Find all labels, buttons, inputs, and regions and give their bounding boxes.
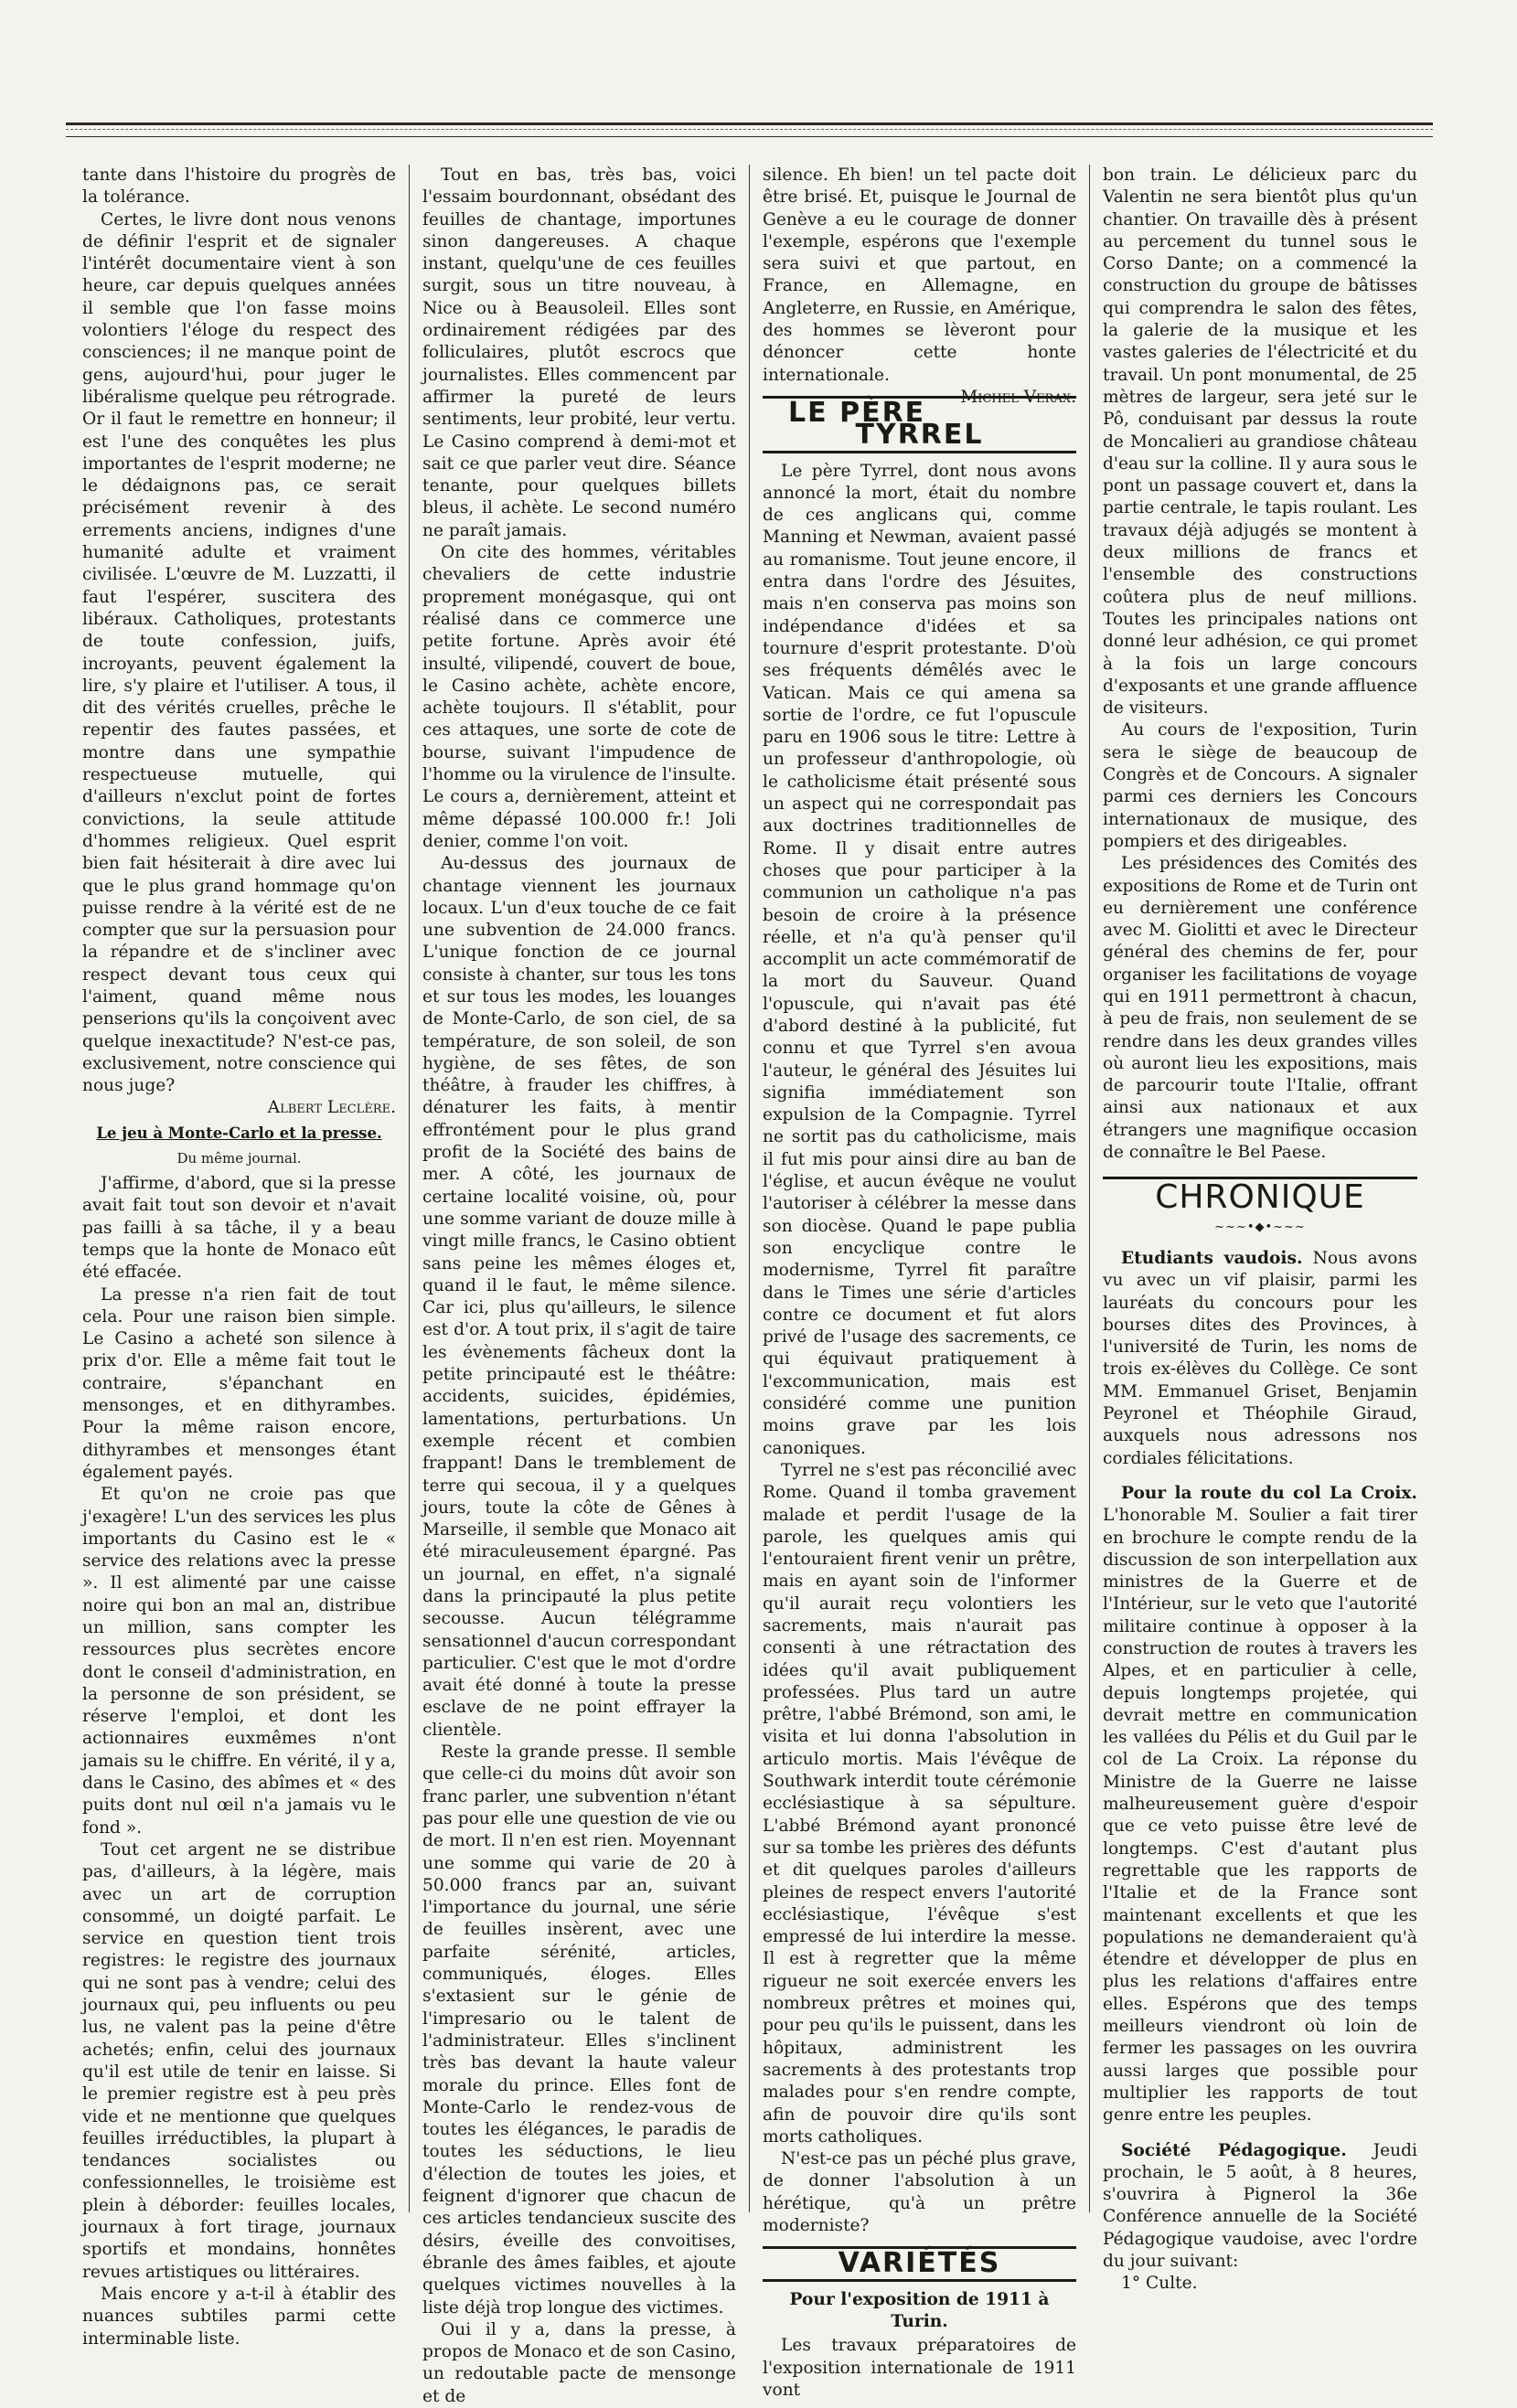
- paragraph: silence. Eh bien! un tel pacte doit être brisé. Et, puisque le Journal de Genève a eu le courage de donner l'exemple, espérons que l'exemple sera suivi et que partout, en France, en Allemagne, en Angleterre, en Russie, en Amérique, des hommes se lèveront pour dénoncer cette honte internationale.: [763, 165, 1076, 385]
- paragraph: On cite des hommes, véritables chevaliers de cette industrie proprement monégasque, qui ont réalisé dans ce commerce une petite fortune. Après avoir été insulté, vilipendé, couvert de boue, le Casino achète, achète encore, achète toujours. Il s'établit, pour ces attaques, une sorte de cote de bourse, suivant l'impudence de l'homme ou la virulence de l'insulte. Le cours a, dernièrement, atteint et même dépassé 100.000 fr.! Joli denier, comme l'on voit.: [422, 543, 736, 851]
- paragraph: Oui il y a, dans la presse, à propos de Monaco et de son Casino, un redoutable pacte de mensonge et de: [422, 2319, 736, 2406]
- paragraph: Les travaux préparatoires de l'exposition internationale de 1911 vont: [763, 2336, 1076, 2400]
- article-title: Pour l'exposition de 1911 à Turin.: [789, 2289, 1050, 2331]
- paragraph: Et qu'on ne croie pas que j'exagère! L'un des services les plus importants du Casino est le « service des relations avec la presse ». Il est alimenté par une caisse noire qui bon an mal an, distribue un million, sans compter les ressources plus secrètes encore dont le conseil d'administration, en la personne de son président, se réserve l'emploi, et dont les actionnaires euxmêmes n'ont jamais su le chiffre. En vérité, il y a, dans le Casino, des abîmes et « des puits dont nul œil n'a jamais vu le fond ».: [82, 1485, 396, 1838]
- section-heading-pere-tyrrel: LE PÈRE TYRREL: [763, 396, 1076, 453]
- column-1: [69, 165, 410, 2349]
- paragraph: bon train. Le délicieux parc du Valentin ne sera bientôt plus qu'un chantier. On travaille dès à présent au percement du tunnel sous le Corso Dante; on a commencé la construction du groupe de bâtisses qui comprendra le salon des fêtes, la galerie de la musique et les vastes galeries de l'électricité et du travail. Un pont monumental, de 25 mètres de largeur, sera jeté sur le Pô, conduisant par dessus la route de Moncalieri au grandiose château d'eau sur la colline. Il y aura sous le pont un passage couvert et, dans la partie centrale, le tapis roulant. Les travaux déjà adjugés se montent à deux millions de francs et l'ensemble des constructions coûtera plus de neuf millions. Toutes les principales nations ont donné leur adhésion, ce qui promet à la fois un large concours d'exposants et une grande affluence de visiteurs.: [1103, 165, 1417, 719]
- paragraph: Les présidences des Comités des expositions de Rome et de Turin ont eu dernièrement une conférence avec M. Giolitti et avec le Directeur général des chemins de fer, pour organiser les facilitations de voyage qui en 1911 permettront à chacun, à peu de frais, non seulement de se rendre dans les deux grandes villes où auront lieu les expositions, mais de parcourir toute l'Italie, offrant ainsi aux nationaux et aux étrangers une magnifique occasion de connaître le Bel Paese.: [1103, 854, 1417, 1163]
- paragraph: J'affirme, d'abord, que si la presse avait fait tout son devoir et n'avait pas failli à sa tâche, il y a beau temps que la honte de Monaco eût été effacée.: [82, 1174, 396, 1283]
- newspaper-columns: [69, 165, 1430, 2406]
- paragraph: Au-dessus des journaux de chantage viennent les journaux locaux. L'un d'eux touche de ce fait une subvention de 24.000 francs. L'unique fonction de ce journal consiste à chanter, sur tous les tons et sur tous les modes, les louanges de Monte-Carlo, de son ciel, de sa température, de son soleil, de son hygiène, de ses fêtes, de son théâtre, à frauder les chiffres, à dénaturer les faits, à mentir effrontément pour le plus grand profit de la Société des bains de mer. A côté, les journaux de certaine localité voisine, où, pour une somme variant de douze mille à vingt mille francs, le Casino obtient sans peine les mêmes éloges et, quand il le faut, le même silence. Car ici, plus qu'ailleurs, le silence est d'or. A tout prix, il s'agit de taire les évènements fâcheux dont la petite principauté est le théâtre: accidents, suicides, épidémies, lamentations, perturbations. Un exemple récent et combien frappant! Dans le tremblement de terre qui secoua, il y a quelques jours, toute la côte de Gênes à Marseille, il semble que Monaco ait été miraculeusement épargné. Pas un journal, en effet, n'a signalé dans la principauté la plus petite secousse. Aucun télégramme sensationnel d'aucun correspondant particulier. C'est que le mot d'ordre avait été donné à toute la presse esclave de ne point effrayer la clientèle.: [422, 854, 736, 1740]
- signature: Michel Verax.: [960, 387, 1076, 407]
- paragraph: [1103, 2140, 1417, 2274]
- item-lead: Pour la route du col La Croix.: [1121, 1483, 1417, 1503]
- signature: Albert Leclère.: [267, 1098, 396, 1118]
- paragraph: [1103, 1483, 1417, 2127]
- paragraph: Tout en bas, très bas, voici l'essaim bourdonnant, obsédant des feuilles de chantage, importunes sinon dangereuses. A chaque instant, quelqu'une de ces feuilles surgit, sous un titre nouveau, à Nice ou à Beausoleil. Elles sont ordinairement rédigées par des folliculaires, plutôt escrocs que journalistes. Elles commencent par affirmer la pureté de leurs sentiments, leur probité, leur vertu. Le Casino comprend à demi-mot et sait ce que parler veut dire. Séance tenante, pour quelques billets bleus, il achète. Le second numéro ne paraît jamais.: [422, 165, 736, 540]
- item-text: L'honorable M. Soulier a fait tirer en brochure le compte rendu de la discussion de son interpellation aux ministres de la Guerre et de l'Intérieur, sur le veto que l'autorité militaire continue à opposer à la construction de routes à travers les Alpes, et en particulier à celle, depuis longtemps projetée, qui devrait mettre en communication les vallées du Pélis et du Guil par le col de La Croix. La réponse du Ministre de la Guerre ne laisse malheureusement guère d'espoir que ce veto puisse être levé de longtemps. C'est d'autant plus regrettable que les rapports de l'Italie et de la France sont maintenant excellents et que les populations ne demanderaient qu'à étendre et développer de plus en plus les relations d'affaires entre elles. Espérons que des temps meilleurs viendront où loin de fermer les passages on les ouvrira aussi larges que possible pour multiplier les rapports de tout genre entre les peuples.: [1103, 1506, 1417, 2126]
- paragraph: tante dans l'histoire du progrès de la tolérance.: [82, 165, 396, 208]
- paragraph: Certes, le livre dont nous venons de définir l'esprit et de signaler l'intérêt documentaire vient à son heure, car depuis quelques années il semble que l'on fasse moins volontiers l'éloge du respect des consciences; il ne manque point de gens, aujourd'hui, pour juger le libéralisme quelque peu rétrograde. Or il faut le remettre en honneur; il est l'une des conquêtes les plus importantes de l'esprit moderne; ne le dédaignons pas, ce serait précisément revenir à des errements anciens, indignes d'une humanité adulte et vraiment civilisée. L'œuvre de M. Luzzatti, il faut l'espérer, suscitera des libéraux. Catholiques, protestants de toute confession, juifs, incroyants, peuvent également la lire, s'y plaire et l'utiliser. A tous, il dit des vérités cruelles, prêche le repentir des fautes passées, et montre dans une sympathie respectueuse mutuelle, qui d'ailleurs n'exclut point de fortes convictions, la seule attitude d'hommes religieux. Quel esprit bien fait hésiterait à dire avec lui que le plus grand hommage qu'on puisse rendre à la vérité est de ne compter que sur la persuasion pour la répandre et de s'incliner avec respect devant tous ceux qui l'aiment, quand même nous penserions qu'ils la conçoivent avec quelque inexactitude? N'est-ce pas, exclusivement, notre conscience qui nous juge?: [82, 209, 396, 1096]
- paragraph: Au cours de l'exposition, Turin sera le siège de beaucoup de Congrès et de Concours. A signaler parmi ces derniers les Concours internationaux de musique, des pompiers et des dirigeables.: [1103, 720, 1417, 851]
- paragraph: Le père Tyrrel, dont nous avons annoncé la mort, était du nombre de ces anglicans qui, comme Manning et Newman, avaient passé au romanisme. Tout jeune encore, il entra dans l'ordre des Jésuites, mais n'en conserva pas moins son indépendance d'idées et sa tournure d'esprit protestante. D'où ses fréquents démêlés avec le Vatican. Mais ce qui amena sa sortie de l'ordre, ce fut l'opuscule paru en 1906 sous le titre: Lettre à un professeur d'anthropologie, où le catholicisme était présenté sous un aspect qui ne correspondait pas aux doctrines traditionnelles de Rome. Il y disait entre autres choses que pour participer à la communion un catholique n'a pas besoin de croire à la présence réelle, et n'a qu'à penser qu'il accomplit un acte commémoratif de la mort du Sauveur. Quand l'opuscule, qui n'avait pas été d'abord destiné à la publicité, fut connu et que Tyrrel s'en avoua l'auteur, le général des Jésuites lui signifia immédiatement son expulsion de la Compagnie. Tyrrel ne sortit pas du catholicisme, mais il fut mis pour ainsi dire au ban de l'église, et aucun évêque ne voulut l'autoriser à célébrer la messe dans son diocèse. Quand le pape publia son encyclique contre le modernisme, Tyrrel fit paraître dans le Times une série d'articles contre ce document et fut alors privé de l'usage des sacrements, ce qui équivaut pratiquement à l'excommunication, mais est considéré comme une punition moins grave par les lois canoniques.: [763, 461, 1076, 1458]
- column-4: [1090, 165, 1430, 2294]
- item-text: Nous avons vu avec un vif plaisir, parmi les lauréats du concours pour les bourses dites des Provinces, à l'université de Turin, les noms de trois ex-élèves du Collège. Ce sont MM. Emmanuel Griset, Benjamin Peyronel et Théophile Giraud, auxquels nous adressons nos cordiales félicitations.: [1103, 1248, 1417, 1468]
- column-2: [410, 165, 750, 2406]
- top-rule: [66, 123, 1433, 137]
- item-lead: Etudiants vaudois.: [1121, 1248, 1303, 1268]
- ornament-divider: ~~~•◆•~~~: [1214, 1220, 1306, 1234]
- paragraph: 1° Culte.: [1121, 2274, 1198, 2294]
- paragraph: La presse n'a rien fait de tout cela. Pour une raison bien simple. Le Casino a acheté son silence à prix d'or. Elle a même fait tout le contraire, s'épanchant en mensonges, et en dithyrambes. Pour la même raison encore, dithyrambes et mensonges étant également payés.: [82, 1284, 396, 1482]
- item-lead: Société Pédagogique.: [1121, 2140, 1347, 2160]
- paragraph: [1103, 1248, 1417, 1470]
- section-heading-varietes: VARIÉTÉS: [763, 2246, 1076, 2281]
- article-source: Du même journal.: [176, 1149, 302, 1167]
- article-title: Le jeu à Monte-Carlo et la presse.: [96, 1124, 382, 1143]
- item-text: Jeudi prochain, le 5 août, à 8 heures, s'ouvrira à Pignerol la 36e Conférence annuelle de la Société Pédagogique vaudoise, avec l'ordre du jour suivant:: [1103, 2140, 1417, 2272]
- paragraph: Tout cet argent ne se distribue pas, d'ailleurs, à la légère, mais avec un art de corruption consommé, un doigté parfait. Le service en question tient trois registres: le registre des journaux qui ne sont pas à vendre; celui des journaux qui, peu influents ou peu lus, ne valent pas la peine d'être achetés; enfin, celui des journaux qu'il est utile de tenir en laisse. Si le premier registre est à peu près vide et ne mentionne que quelques feuilles irréductibles, la plupart à tendances socialistes ou confessionnelles, le troisième est plein à déborder: feuilles locales, journaux à fort tirage, journaux sportifs et mondains, honnêtes revues artistiques ou littéraires.: [82, 1839, 396, 2282]
- paragraph: Tyrrel ne s'est pas réconcilié avec Rome. Quand il tomba gravement malade et perdit l'usage de la parole, les quelques amis qui l'entouraient firent venir un prêtre, mais en ayant soin de l'informer qu'il aurait reçu volontiers les sacrements, mais n'aurait pas consenti à une rétractation des idées qu'il avait publiquement professées. Plus tard un autre prêtre, l'abbé Brémond, son ami, le visita et lui donna l'absolution in articulo mortis. Mais l'évêque de Southwark interdit toute cérémonie ecclésiastique à sa sépulture. L'abbé Brémond ayant prononcé sur sa tombe les prières des défunts et dit quelques paroles d'ailleurs pleines de respect envers l'autorité ecclésiastique, l'évêque s'est empressé de lui interdire la messe. Il est à regretter que la même rigueur ne soit exercée envers les nombreux prêtres et moines qui, pour peu qu'ils le puissent, dans les hôpitaux, administrent les sacrements à des protestants trop malades pour s'en rendre compte, afin de pouvoir dire qu'ils sont morts catholiques.: [763, 1460, 1076, 2147]
- section-heading-chronique: CHRONIQUE: [1103, 1177, 1417, 1212]
- paragraph: Mais encore y a-t-il à établir des nuances subtiles parmi cette interminable liste.: [82, 2284, 396, 2349]
- paragraph: N'est-ce pas un péché plus grave, de donner l'absolution à un hérétique, qu'à un prêtre moderniste?: [763, 2149, 1076, 2236]
- column-3: [750, 165, 1090, 2400]
- paragraph: Reste la grande presse. Il semble que celle-ci du moins dût avoir son franc parler, une subvention n'étant pas pour elle une question de vie ou de mort. Il n'en est rien. Moyennant une somme qui varie de 20 à 50.000 francs par an, suivant l'importance du journal, une série de feuilles insèrent, avec une parfaite sérénité, articles, communiqués, éloges. Elles s'extasient sur le génie de l'impresario ou le talent de l'administrateur. Elles s'inclinent très bas devant la haute valeur morale du prince. Elles font de Monte-Carlo le rendez-vous de toutes les élégances, le paradis de toutes les séductions, le lieu d'élection de toutes les joies, et feignent d'ignorer que chacun de ces articles tendancieux suscite des désirs, éveille des convoitises, ébranle des âmes faibles, et ajoute quelques victimes nouvelles à la liste déjà trop longue des victimes.: [422, 1742, 736, 2317]
